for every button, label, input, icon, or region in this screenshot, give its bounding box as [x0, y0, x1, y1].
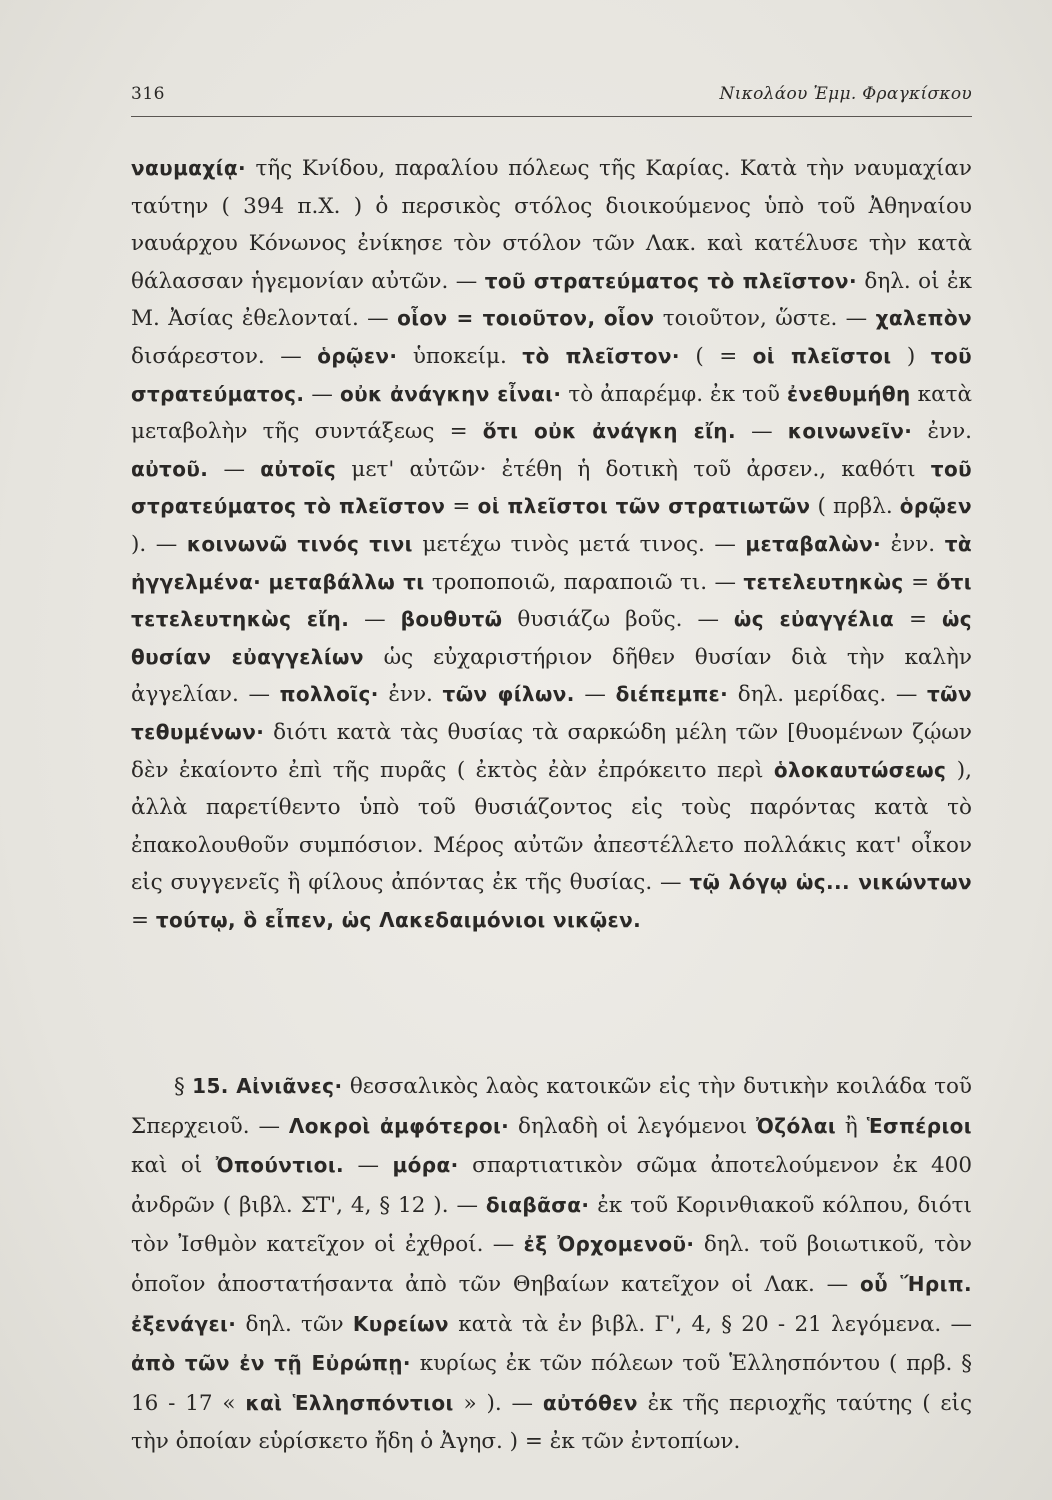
lemma-term: διαβᾶσα·	[485, 1192, 590, 1217]
lemma-term: ἐξ Ὀρχομενοῦ·	[523, 1232, 695, 1257]
page-header	[131, 84, 972, 117]
gloss-text: =	[903, 569, 937, 595]
lemma-term: οὗ Ἥριπ. ἐξενάγει·	[131, 1271, 973, 1336]
gloss-text: )	[891, 343, 931, 369]
gloss-text: θυσιάζω βοῦς. —	[502, 607, 734, 633]
lemma-term: Λοκροὶ ἀμφότεροι·	[288, 1113, 510, 1138]
lemma-term: οἷον = τοιοῦτον,	[397, 306, 596, 331]
lemma-term: Ὀζόλαι	[756, 1113, 837, 1138]
gloss-text: δισάρεστον. —	[131, 343, 318, 369]
gloss-text: κατὰ μεταβολὴν τῆς συντάξεως =	[131, 381, 973, 445]
lemma-term: ἀπὸ τῶν ἐν τῇ Εὐρώπῃ·	[131, 1351, 411, 1376]
gloss-text: διότι κατὰ τὰς θυσίας τὰ σαρκώδη μέλη τῶν [θυομένων ζῴων δὲν ἐκαίοντο ἐπὶ τῆς πυρᾶς ( ἐκτὸς ἐὰν ἐπρόκειτο περὶ	[131, 719, 972, 783]
gloss-text: ἐνν.	[378, 682, 443, 708]
lemma-term: αὐτόθεν	[542, 1390, 638, 1415]
lemma-term: μεταβάλλω τι	[268, 569, 425, 594]
lemma-term: Ὀπούντιοι.	[215, 1153, 345, 1178]
lemma-term: τῶν τεθυμένων·	[131, 682, 972, 744]
gloss-text: ), ἀλλὰ παρετίθεντο ὑπὸ τοῦ θυσιάζοντος εἰς τοὺς παρόντας κατὰ τὸ ἐπακολουθοῦν συμπόσιον. Μέρος αὐτῶν ἀπεστέλλετο πολλάκις κατ' οἶκον εἰς συγγενεῖς ἢ φίλους ἀπόντας ἐκ τῆς θυσίας. —	[131, 757, 972, 896]
lemma-term: οἷον	[603, 306, 655, 331]
gloss-text: ἐκ τοῦ Κορινθιακοῦ κόλπου, διότι τὸν Ἰσθμὸν κατεῖχον οἱ ἐχθροί. —	[131, 1192, 972, 1258]
gloss-text: μετ' αὐτῶν· ἐτέθη ἡ δοτικὴ τοῦ ἀρσεν., καθότι	[336, 456, 931, 482]
lemma-term: Κυρείων	[352, 1311, 449, 1336]
lemma-term: τοῦ στρατεύματος.	[131, 343, 972, 406]
gloss-text: ( =	[679, 343, 753, 369]
lemma-term: Αἰνιᾶνες·	[236, 1074, 343, 1098]
lemma-term: τετελευτηκὼς	[743, 569, 904, 594]
gloss-text: δηλ. μερίδας. —	[728, 682, 928, 708]
lemma-term: αὐτοῖς	[260, 456, 337, 481]
commentary-paragraph-2	[131, 1067, 972, 1462]
gloss-text: τὸ ἀπαρέμφ. ἐκ τοῦ	[561, 381, 787, 407]
lemma-term: βουθυτῶ	[400, 607, 503, 632]
lemma-term: ὁρῷεν	[899, 494, 972, 519]
lemma-term: τῶν φίλων.	[442, 682, 575, 707]
gloss-text: ἢ	[836, 1113, 867, 1139]
gloss-text: —	[304, 381, 340, 407]
gloss-text: —	[344, 1153, 393, 1179]
lemma-term: αὐτοῦ.	[131, 456, 209, 481]
lemma-term: διέπεμπε·	[615, 682, 729, 707]
gloss-text: —	[574, 682, 616, 708]
gloss-text: ἐκ τῆς περιοχῆς ταύτης ( εἰς τὴν ὁποίαν εὑρίσκετο ἤδη ὁ Ἀγησ. ) = ἐκ τῶν ἐντοπίων.	[131, 1390, 972, 1455]
gloss-text: τροποποιῶ, παραποιῶ τι. —	[424, 569, 744, 595]
gloss-text: ἐνν.	[881, 531, 945, 557]
lemma-term: ναυμαχίᾳ·	[131, 156, 246, 180]
lemma-term: μόρα·	[392, 1153, 459, 1178]
gloss-text: κυρίως ἐκ τῶν πόλεων τοῦ Ἑλλησπόντου ( πρβ. § 16 - 17 «	[131, 1351, 972, 1416]
running-title: Νικολάου Ἐμμ. Φραγκίσκου	[719, 84, 972, 104]
gloss-text: δηλ. τοῦ βοιωτικοῦ, τὸν ὁποῖον ἀποστατήσαντα ἀπὸ τῶν Θηβαίων κατεῖχον οἱ Λακ. —	[131, 1232, 972, 1297]
lemma-term: ὡς θυσίαν εὐαγγελίων	[131, 607, 973, 669]
gloss-text: τοιοῦτον, ὥστε. —	[654, 306, 876, 332]
lemma-term: τὰ ἠγγελμένα·	[131, 531, 972, 594]
lemma-term: καὶ Ἑλλησπόντιοι	[245, 1390, 454, 1415]
gloss-text: =	[445, 494, 478, 520]
lemma-term: ὅτι οὐκ ἀνάγκη εἴη.	[482, 419, 736, 444]
lemma-term: οἱ πλεῖστοι	[752, 343, 892, 368]
lemma-term: ὁλοκαυτώσεως	[773, 757, 947, 782]
lemma-term: τούτῳ, ὃ εἶπεν, ὡς Λακεδαιμόνιοι νικῷεν.	[155, 907, 642, 932]
gloss-text: ὡς εὐχαριστήριον δῆθεν θυσίαν διὰ τὴν καλὴν ἀγγελίαν. —	[131, 644, 972, 708]
lemma-term: μεταβαλὼν·	[745, 531, 882, 556]
gloss-text: δηλαδὴ οἱ λεγόμενοι	[509, 1113, 757, 1139]
lemma-term: χαλεπὸν	[875, 306, 972, 331]
lemma-term: οἱ πλεῖστοι τῶν στρατιωτῶν	[477, 494, 811, 519]
gloss-text: §	[174, 1074, 193, 1099]
lemma-term: τοῦ στρατεύματος τὸ πλεῖστον	[131, 456, 972, 519]
gloss-text: =	[894, 607, 942, 633]
gloss-text: ( πρβλ.	[810, 494, 900, 520]
gloss-text: ). —	[131, 531, 187, 557]
gloss-text: σπαρτιατικὸν σῶμα ἀποτελούμενον ἐκ 400 ἀνδρῶν ( βιβλ. ΣΤ', 4, § 12 ). —	[131, 1153, 972, 1218]
commentary-paragraph-1	[131, 150, 972, 939]
gloss-text: —	[349, 607, 401, 633]
gloss-text: δηλ. τῶν	[236, 1311, 353, 1337]
lemma-term: 15.	[192, 1074, 229, 1098]
page-number: 316	[131, 84, 165, 104]
lemma-term: ἐνεθυμήθη	[786, 381, 911, 406]
gloss-text: —	[735, 419, 788, 445]
gloss-text: ὑποκείμ.	[397, 343, 523, 369]
lemma-term: ὁρῷεν·	[317, 343, 398, 368]
lemma-term: οὐκ ἀνάγκην εἶναι·	[339, 381, 562, 406]
lemma-term: τῷ λόγῳ ὡς... νικώντων	[689, 870, 973, 895]
lemma-term: Ἑσπέριοι	[866, 1113, 972, 1138]
lemma-term: κοινωνεῖν·	[787, 419, 913, 444]
lemma-term: ὅτι τετελευτηκὼς εἴη.	[131, 569, 972, 632]
gloss-text	[595, 306, 603, 331]
gloss-text: δηλ. οἱ ἐκ Μ. Ἀσίας ἐθελονταί. —	[131, 268, 972, 332]
lemma-term: κοινωνῶ τινός τινι	[186, 531, 413, 556]
gloss-text: » ). —	[453, 1390, 543, 1416]
lemma-term: πολλοῖς·	[279, 682, 379, 707]
gloss-text: ἐνν.	[912, 419, 972, 445]
gloss-text: —	[208, 456, 261, 482]
lemma-term: ὡς εὐαγγέλια	[733, 607, 895, 632]
lemma-term: τοῦ στρατεύματος τὸ πλεῖστον·	[484, 268, 857, 293]
gloss-text: μετέχω τινὸς μετά τινος. —	[412, 531, 746, 557]
lemma-term: τὸ πλεῖστον·	[522, 343, 680, 368]
gloss-text: κατὰ τὰ ἐν βιβλ. Γ', 4, § 20 - 21 λεγόμενα. —	[448, 1311, 972, 1337]
gloss-text: τῆς Κνίδου, παραλίου πόλεως τῆς Καρίας. Κατὰ τὴν ναυμαχίαν ταύτην ( 394 π.Χ. ) ὁ περσικὸς στόλος διοικούμενος ὑπὸ τοῦ Ἀθηναίου ναυάρχου Κόνωνος ἐνίκησε τὸν στόλον τῶν Λακ. καὶ κατέλυσε τὴν κατὰ θάλασσαν ἡγεμονίαν αὐτῶν. —	[131, 156, 972, 294]
gloss-text: =	[131, 907, 156, 933]
gloss-text: καὶ οἱ	[131, 1153, 216, 1179]
gloss-text: θεσσαλικὸς λαὸς κατοικῶν εἰς τὴν δυτικὴν κοιλάδα τοῦ Σπερχειοῦ. —	[131, 1074, 972, 1139]
